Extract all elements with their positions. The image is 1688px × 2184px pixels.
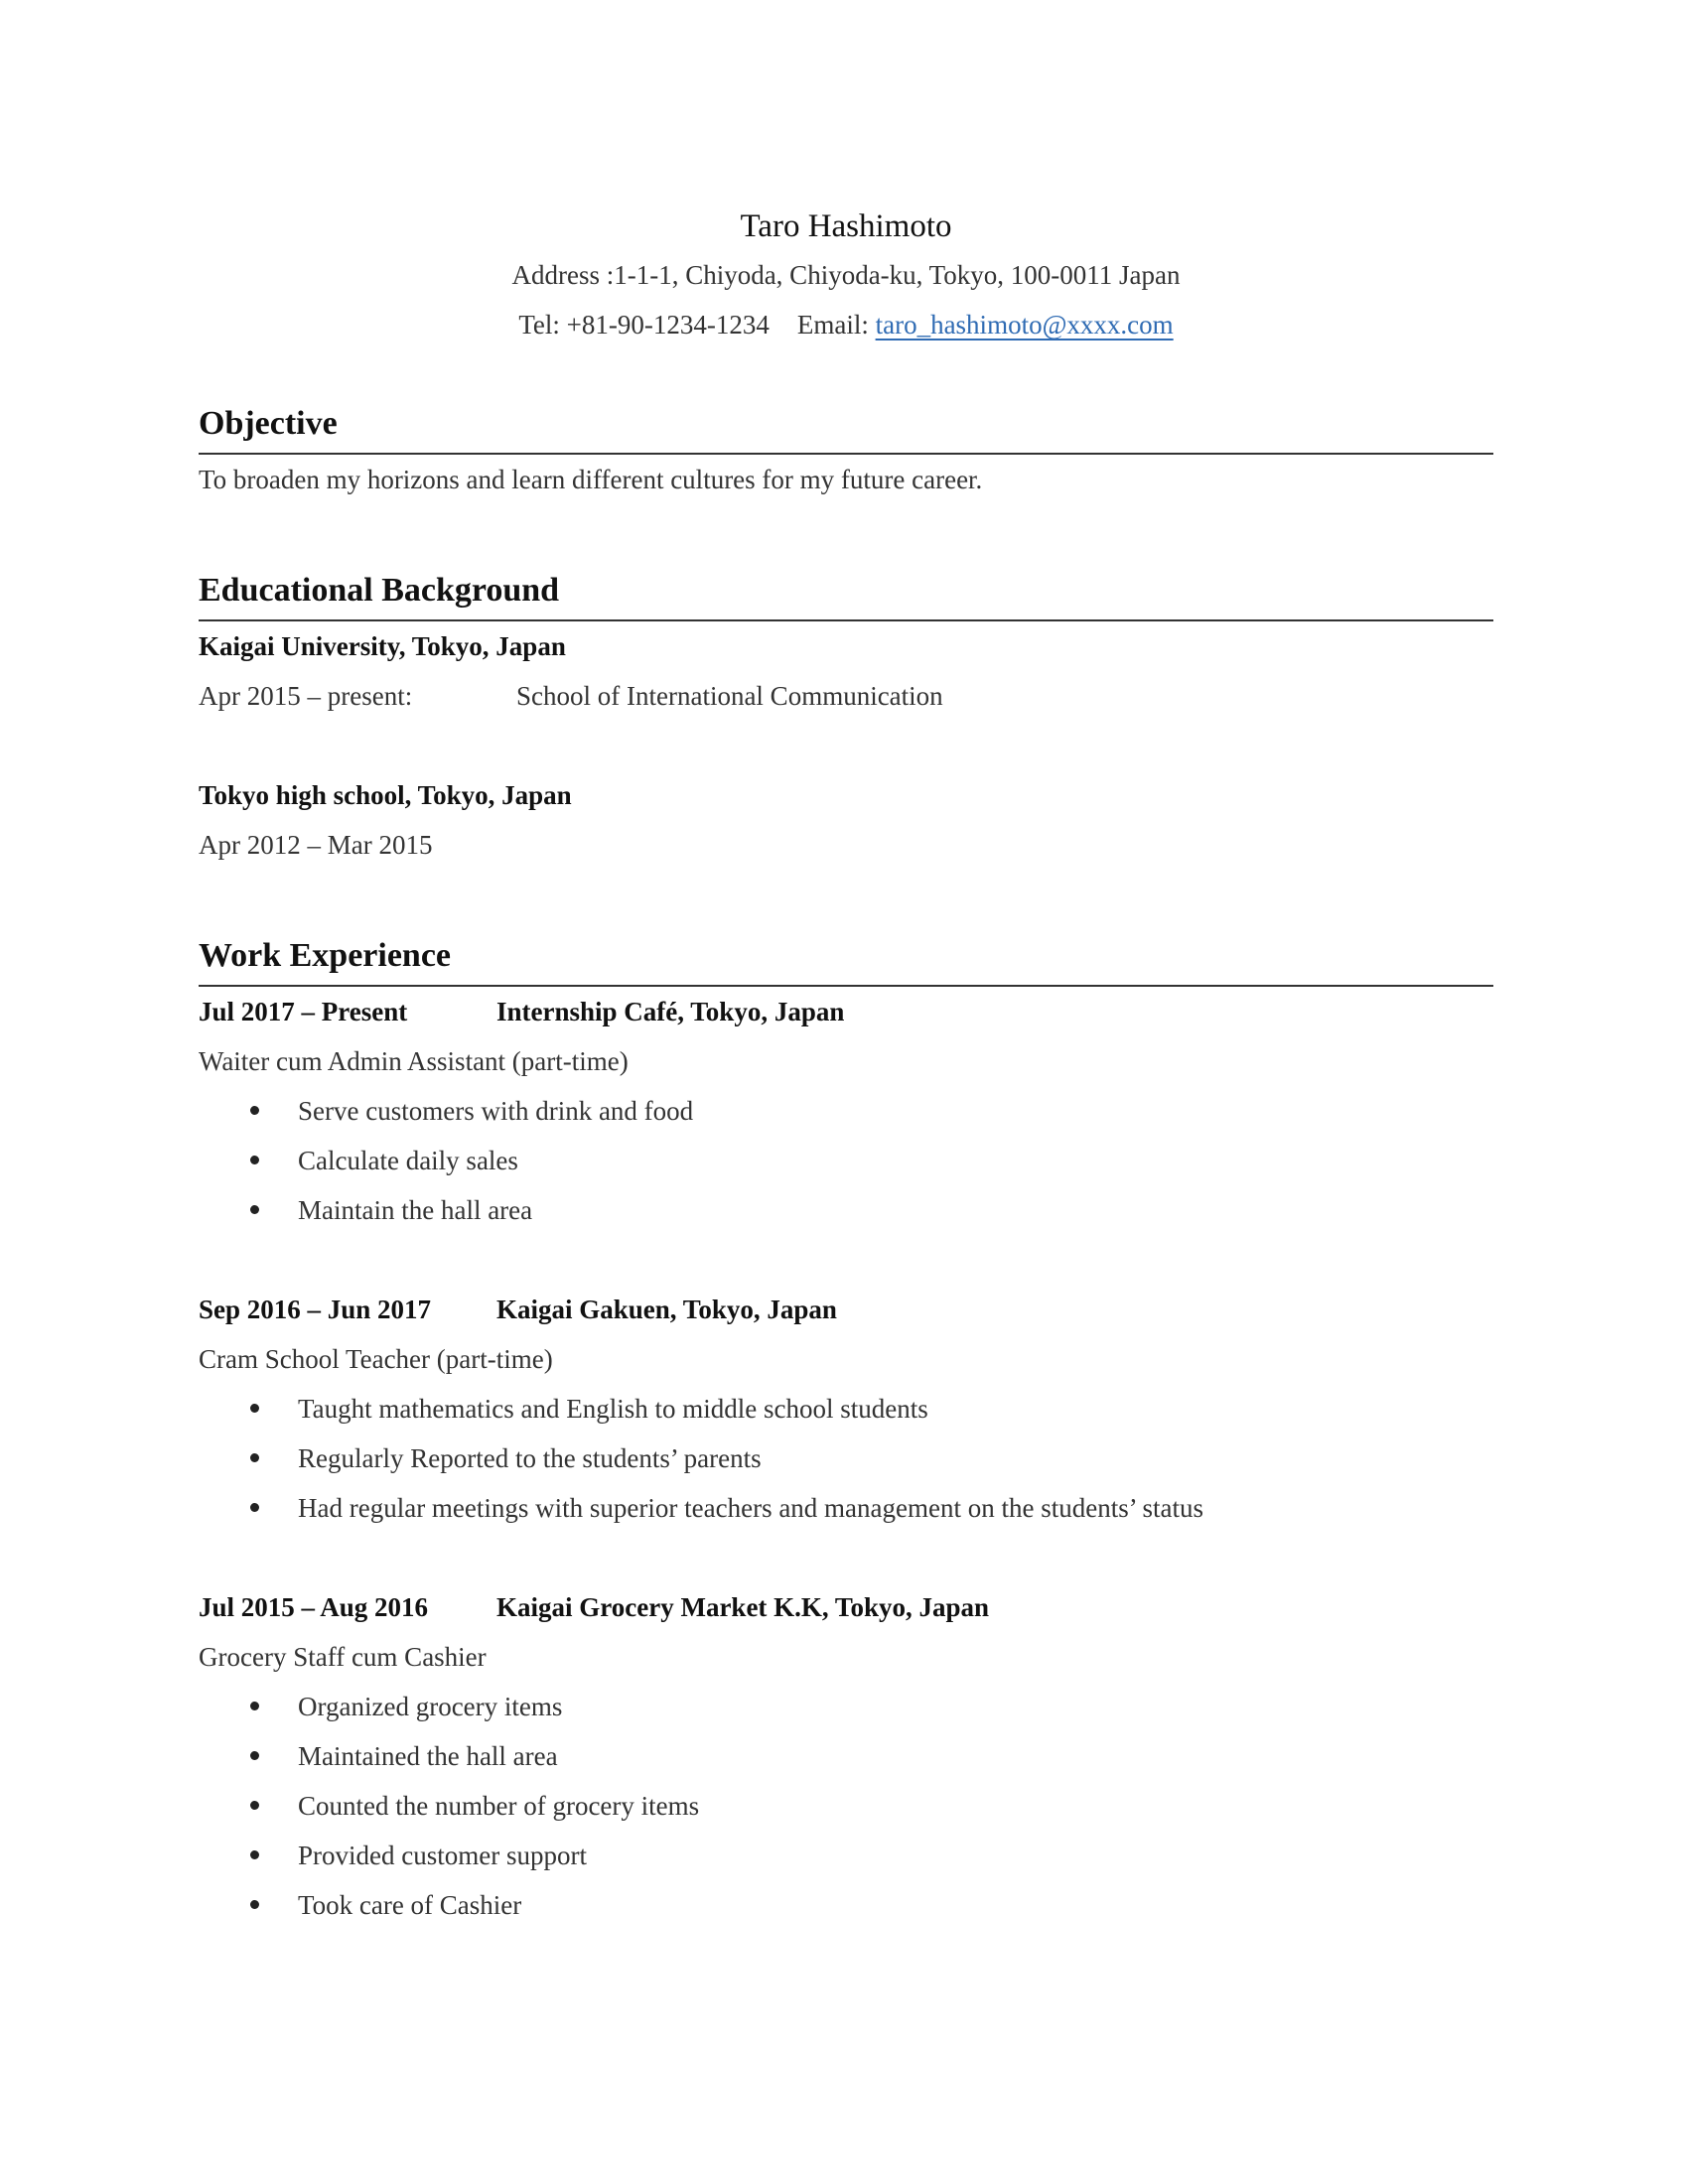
bullet-icon [250, 1900, 259, 1909]
job-duty-item [199, 1483, 1493, 1533]
job-duty-text: Counted the number of grocery items [298, 1791, 700, 1821]
bullet-icon [250, 1801, 259, 1810]
education-period: Apr 2012 – Mar 2015 [199, 830, 433, 860]
email-label: Email: [796, 310, 869, 340]
resume-header [199, 0, 1493, 349]
job-duty-text: Maintained the hall area [298, 1741, 558, 1771]
applicant-name: Taro Hashimoto [740, 208, 952, 244]
school-name: Kaigai University, Tokyo, Japan [199, 631, 566, 661]
job-entry [199, 1285, 1493, 1533]
education-period: Apr 2015 – present: [199, 681, 413, 711]
job-duty-text: Regularly Reported to the students’ parents [298, 1443, 762, 1473]
bullet-icon [250, 1702, 259, 1710]
job-duties-list [199, 1086, 1493, 1235]
job-duty-text: Organized grocery items [298, 1692, 563, 1721]
job-duty-item [199, 1831, 1493, 1880]
job-role: Cram School Teacher (part-time) [199, 1344, 553, 1374]
job-duty-text: Took care of Cashier [298, 1890, 522, 1920]
job-duty-item [199, 1185, 1493, 1235]
school-name: Tokyo high school, Tokyo, Japan [199, 780, 572, 810]
education-entry [199, 770, 1493, 870]
job-duty-item [199, 1433, 1493, 1483]
bullet-icon [250, 1106, 259, 1115]
job-duty-item [199, 1384, 1493, 1433]
education-entry [199, 621, 1493, 721]
bullet-icon [250, 1205, 259, 1214]
objective-heading: Objective [199, 401, 1493, 455]
job-entry [199, 987, 1493, 1235]
job-role: Waiter cum Admin Assistant (part-time) [199, 1046, 629, 1076]
job-employer: Internship Café, Tokyo, Japan [496, 997, 845, 1026]
education-period-line [199, 671, 1493, 721]
job-employer: Kaigai Grocery Market K.K, Tokyo, Japan [496, 1592, 990, 1622]
bullet-icon [250, 1156, 259, 1164]
job-duty-text: Taught mathematics and English to middle school students [298, 1394, 928, 1424]
job-duties-list [199, 1384, 1493, 1533]
email-link[interactable]: taro_hashimoto@xxxx.com [875, 310, 1174, 340]
job-period: Jul 2015 – Aug 2016 [199, 1592, 429, 1622]
job-duty-item [199, 1781, 1493, 1831]
phone-number: Tel: +81-90-1234-1234 [518, 310, 770, 340]
bullet-icon [250, 1751, 259, 1760]
bullet-icon [250, 1404, 259, 1413]
job-duty-item [199, 1880, 1493, 1930]
contact-line [199, 300, 1493, 349]
job-duty-item [199, 1682, 1493, 1731]
job-entry [199, 1582, 1493, 1930]
bullet-icon [250, 1503, 259, 1512]
address-line: Address :1-1-1, Chiyoda, Chiyoda-ku, Tokyo, 100-0011 Japan [511, 260, 1181, 290]
work-heading: Work Experience [199, 933, 1493, 987]
resume-page [199, 0, 1493, 1930]
job-duty-item [199, 1136, 1493, 1185]
job-heading-line [199, 1285, 1493, 1334]
job-heading-line [199, 987, 1493, 1036]
bullet-icon [250, 1453, 259, 1462]
education-detail: School of International Communication [516, 681, 943, 711]
education-heading: Educational Background [199, 568, 1493, 621]
job-employer: Kaigai Gakuen, Tokyo, Japan [496, 1295, 837, 1324]
job-role: Grocery Staff cum Cashier [199, 1642, 487, 1672]
job-period: Sep 2016 – Jun 2017 [199, 1295, 432, 1324]
job-duty-text: Had regular meetings with superior teachers and management on the students’ status [298, 1493, 1203, 1523]
bullet-icon [250, 1850, 259, 1859]
job-duty-text: Maintain the hall area [298, 1195, 533, 1225]
job-heading-line [199, 1582, 1493, 1632]
objective-text: To broaden my horizons and learn different cultures for my future career. [199, 465, 983, 494]
job-duty-text: Provided customer support [298, 1841, 587, 1870]
job-duty-item [199, 1731, 1493, 1781]
job-duties-list [199, 1682, 1493, 1930]
job-duty-item [199, 1086, 1493, 1136]
job-duty-text: Serve customers with drink and food [298, 1096, 694, 1126]
job-duty-text: Calculate daily sales [298, 1146, 518, 1175]
job-period: Jul 2017 – Present [199, 997, 408, 1026]
